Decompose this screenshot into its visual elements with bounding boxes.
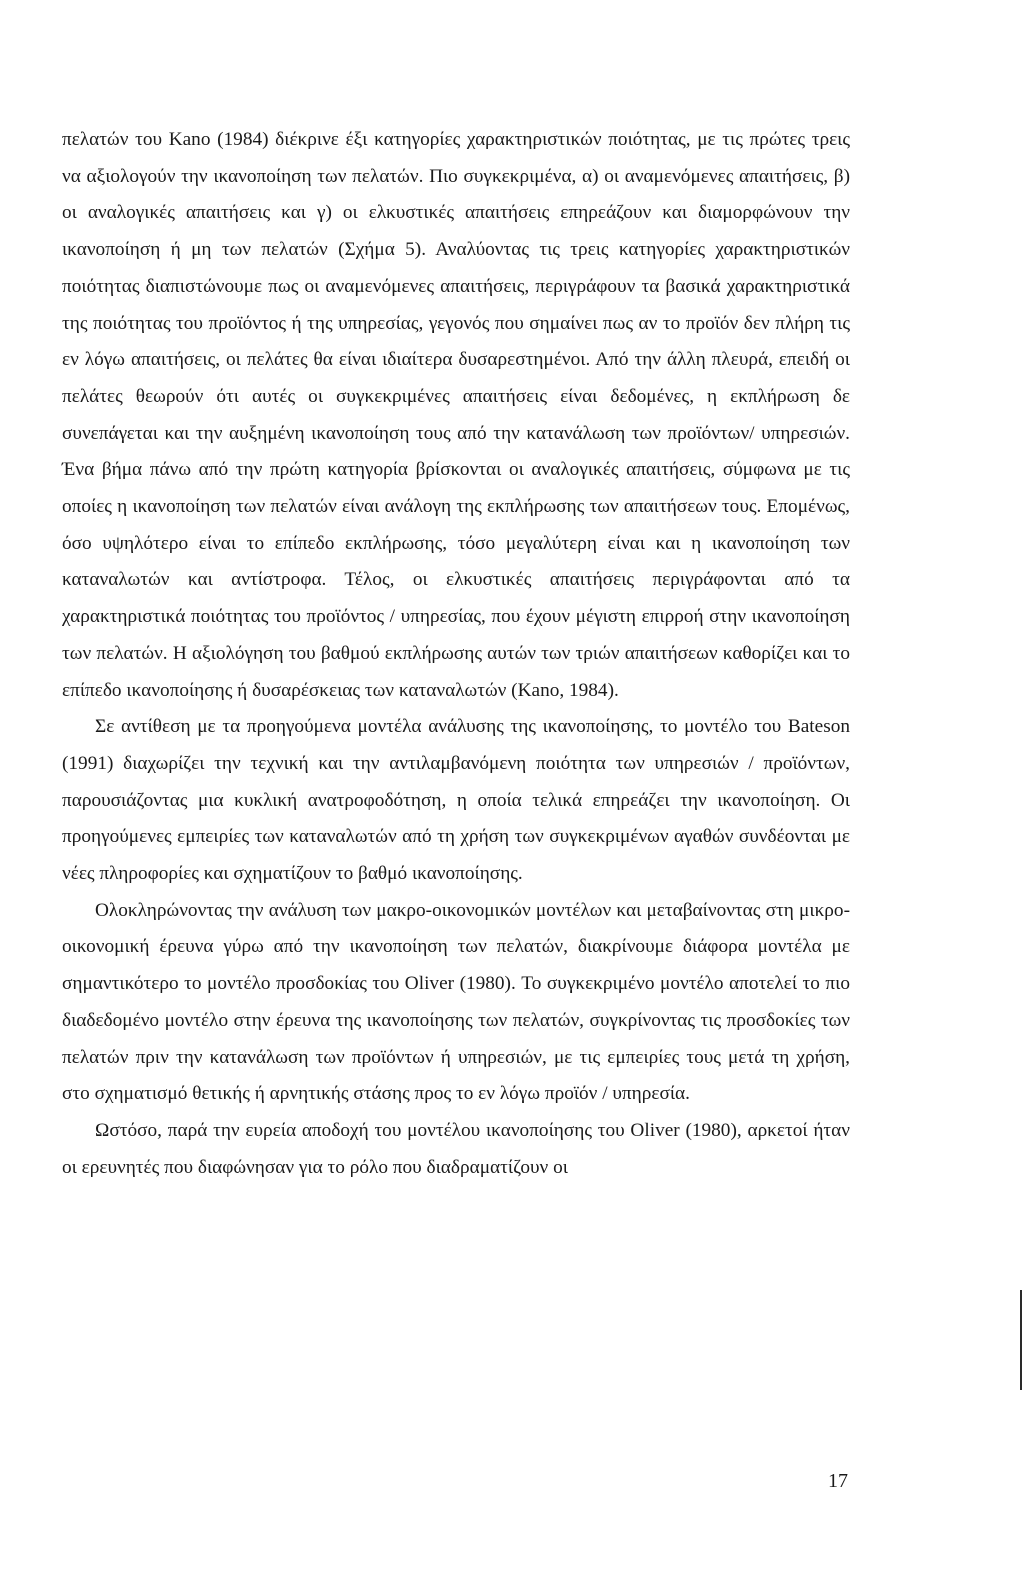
paragraph-kano-categories: πελατών του Kano (1984) διέκρινε έξι κατηγορίες χαρακτηριστικών ποιότητας, με τις πρώτες τρεις να αξιολογούν την ικανοποίηση των πελατών. Πιο συγκεκριμένα, α) οι αναμενόμενες απαιτήσεις, β) οι αναλογικές απαιτήσεις και γ) οι ελκυστικές απαιτήσεις επηρεάζουν και διαμορφώνουν την ικανοποίηση ή μη των πελατών (Σχήμα 5). Αναλύοντας τις τρεις κατηγορίες χαρακτηριστικών ποιότητας διαπιστώνουμε πως οι αναμενόμενες απαιτήσεις, περιγράφουν τα βασικά χαρακτηριστικά της ποιότητας του προϊόντος ή της υπηρεσίας, γεγονός που σημαίνει πως αν το προϊόν δεν πλήρη τις εν λόγω απαιτήσεις, οι πελάτες θα είναι ιδιαίτερα δυσαρεστημένοι. Από την άλλη πλευρά, επειδή οι πελάτες θεωρούν ότι αυτές οι συγκεκριμένες απαιτήσεις είναι δεδομένες, η εκπλήρωση δε συνεπάγεται και την αυξημένη ικανοποίηση τους από την κατανάλωση των προϊόντων/ υπηρεσιών. Ένα βήμα πάνω από την πρώτη κατηγορία βρίσκονται οι αναλογικές απαιτήσεις, σύμφωνα με τις οποίες η ικανοποίηση των πελατών είναι ανάλογη της εκπλήρωσης των απαιτήσεων τους. Επομένως, όσο υψηλότερο είναι το επίπεδο εκπλήρωσης, τόσο μεγαλύτερη είναι και η ικανοποίηση των καταναλωτών και αντίστροφα. Τέλος, οι ελκυστικές απαιτήσεις περιγράφονται από τα χαρακτηριστικά ποιότητας του προϊόντος / υπηρεσίας, που έχουν μέγιστη επιρροή στην ικανοποίηση των πελατών. Η αξιολόγηση του βαθμού εκπλήρωσης αυτών των τριών απαιτήσεων καθορίζει και το επίπεδο ικανοποίησης ή δυσαρέσκειας των καταναλωτών (Kano, 1984). <box>62 129 850 701</box>
scan-edge-line <box>1020 1290 1022 1390</box>
paragraph-oliver-expectation-model: Ολοκληρώνοντας την ανάλυση των μακρο-οικονομικών μοντέλων και μεταβαίνοντας στη μικρο-οικονομική έρευνα γύρω από την ικανοποίηση των πελατών, διακρίνουμε διάφορα μοντέλα με σημαντικότερο το μοντέλο προσδοκίας του Oliver (1980). Το συγκεκριμένο μοντέλο αποτελεί το πιο διαδεδομένο μοντέλο στην έρευνα της ικανοποίησης των πελατών, συγκρίνοντας τις προσδοκίες των πελατών πριν την κατανάλωση των προϊόντων ή υπηρεσιών, με τις εμπειρίες τους μετά τη χρήση, στο σχηματισμό θετικής ή αρνητικής στάσης προς το εν λόγω προϊόν / υπηρεσία. <box>62 899 850 1105</box>
body-text <box>62 122 850 1186</box>
page-number: 17 <box>828 1470 848 1492</box>
paragraph-oliver-criticism: Ωστόσο, παρά την ευρεία αποδοχή του μοντέλου ικανοποίησης του Oliver (1980), αρκετοί ήταν οι ερευνητές που διαφώνησαν για το ρόλο που διαδραματίζουν οι <box>62 1119 850 1178</box>
paragraph-bateson-model: Σε αντίθεση με τα προηγούμενα μοντέλα ανάλυσης της ικανοποίησης, το μοντέλο του Bateson (1991) διαχωρίζει την τεχνική και την αντιλαμβανόμενη ποιότητα των υπηρεσιών / προϊόντων, παρουσιάζοντας μια κυκλική ανατροφοδότηση, η οποία τελικά επηρεάζει την ικανοποίηση. Οι προηγούμενες εμπειρίες των καταναλωτών από τη χρήση των συγκεκριμένων αγαθών συνδέονται με νέες πληροφορίες και σχηματίζουν το βαθμό ικανοποίησης. <box>62 716 850 885</box>
